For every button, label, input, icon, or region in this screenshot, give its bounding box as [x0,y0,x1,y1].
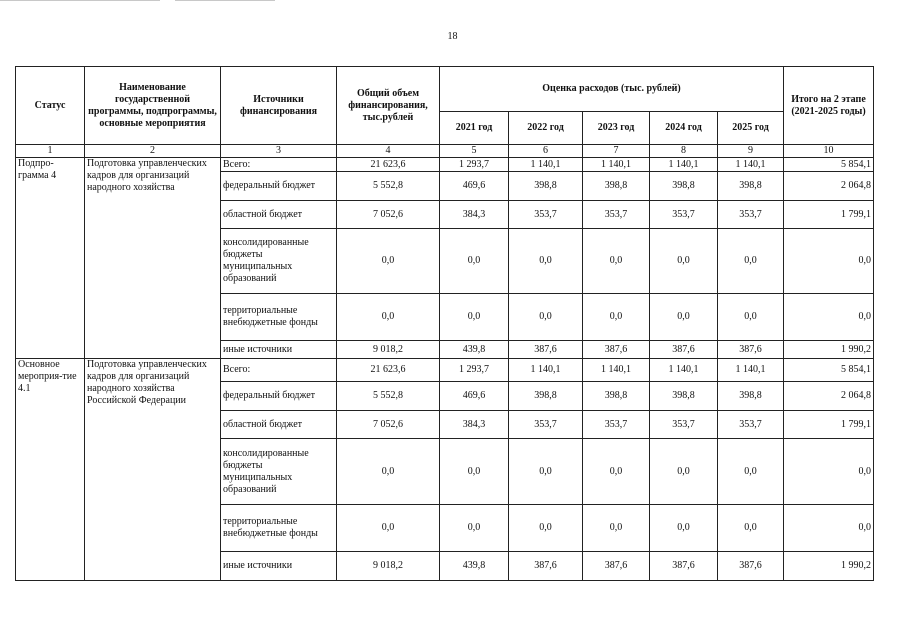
table-body [16,158,874,581]
total-cell: 0,0 [337,505,440,552]
year-value-cell: 353,7 [718,411,784,439]
year-value-cell: 387,6 [650,552,718,581]
year-value-cell: 0,0 [583,439,650,505]
source-cell: иные источники [221,341,337,359]
table-header [16,67,874,158]
stage-total-cell: 1 799,1 [784,201,874,229]
year-value-cell: 1 140,1 [583,158,650,172]
year-value-cell: 0,0 [718,439,784,505]
column-index: 8 [650,145,718,158]
year-value-cell: 398,8 [718,382,784,411]
year-value-cell: 0,0 [718,505,784,552]
year-value-cell: 353,7 [583,201,650,229]
year-value-cell: 1 140,1 [650,158,718,172]
year-value-cell: 353,7 [509,201,583,229]
header-year: 2022 год [509,112,583,145]
year-value-cell: 0,0 [509,294,583,341]
year-value-cell: 398,8 [650,172,718,201]
column-index: 7 [583,145,650,158]
source-cell: областной бюджет [221,411,337,439]
total-cell: 7 052,6 [337,201,440,229]
total-cell: 21 623,6 [337,359,440,382]
total-cell: 0,0 [337,229,440,294]
year-value-cell: 387,6 [509,552,583,581]
year-value-cell: 353,7 [718,201,784,229]
year-value-cell: 0,0 [650,229,718,294]
year-value-cell: 0,0 [440,229,509,294]
stage-total-cell: 0,0 [784,505,874,552]
year-value-cell: 387,6 [718,552,784,581]
budget-table [15,66,874,581]
column-index: 5 [440,145,509,158]
source-cell: областной бюджет [221,201,337,229]
scan-artifact-line [175,0,275,1]
header-estimate: Оценка расходов (тыс. рублей) [440,67,784,112]
year-value-cell: 387,6 [583,552,650,581]
year-value-cell: 384,3 [440,201,509,229]
scan-artifact-line [0,0,160,1]
year-value-cell: 398,8 [650,382,718,411]
year-value-cell: 0,0 [583,229,650,294]
column-index: 3 [221,145,337,158]
source-cell: федеральный бюджет [221,172,337,201]
year-value-cell: 0,0 [440,439,509,505]
stage-total-cell: 2 064,8 [784,382,874,411]
source-cell: консолидированные бюджеты муниципальных образований [221,229,337,294]
year-value-cell: 353,7 [650,201,718,229]
year-value-cell: 398,8 [583,382,650,411]
stage-total-cell: 0,0 [784,439,874,505]
header-name: Наименование государственной программы, подпрограммы, основные мероприятия [85,67,221,145]
column-index-row [16,145,874,158]
year-value-cell: 1 140,1 [509,158,583,172]
year-value-cell: 387,6 [718,341,784,359]
column-index: 10 [784,145,874,158]
year-value-cell: 0,0 [650,294,718,341]
table-row [16,158,874,172]
header-status: Статус [16,67,85,145]
year-value-cell: 0,0 [509,505,583,552]
year-value-cell: 1 140,1 [718,359,784,382]
year-value-cell: 398,8 [718,172,784,201]
year-value-cell: 398,8 [583,172,650,201]
total-cell: 9 018,2 [337,552,440,581]
year-value-cell: 387,6 [650,341,718,359]
stage-total-cell: 5 854,1 [784,359,874,382]
source-cell: иные источники [221,552,337,581]
year-value-cell: 1 140,1 [718,158,784,172]
total-cell: 5 552,8 [337,172,440,201]
total-cell: 5 552,8 [337,382,440,411]
year-value-cell: 1 293,7 [440,158,509,172]
header-year: 2025 год [718,112,784,145]
header-sources: Источники финансирования [221,67,337,145]
year-value-cell: 0,0 [718,294,784,341]
header-year: 2023 год [583,112,650,145]
total-cell: 0,0 [337,439,440,505]
year-value-cell: 1 140,1 [509,359,583,382]
table-row [16,359,874,382]
total-cell: 0,0 [337,294,440,341]
year-value-cell: 469,6 [440,172,509,201]
program-name-cell: Подготовка управленческих кадров для организаций народного хозяйства [85,158,221,359]
year-value-cell: 0,0 [650,439,718,505]
source-cell: территориальные внебюджетные фонды [221,505,337,552]
stage-total-cell: 0,0 [784,294,874,341]
year-value-cell: 1 140,1 [650,359,718,382]
year-value-cell: 0,0 [440,294,509,341]
source-cell: федеральный бюджет [221,382,337,411]
year-value-cell: 353,7 [509,411,583,439]
total-cell: 21 623,6 [337,158,440,172]
year-value-cell: 398,8 [509,382,583,411]
source-cell: территориальные внебюджетные фонды [221,294,337,341]
year-value-cell: 353,7 [583,411,650,439]
year-value-cell: 0,0 [509,439,583,505]
status-cell: Подпро-грамма 4 [16,158,85,359]
year-value-cell: 1 293,7 [440,359,509,382]
year-value-cell: 469,6 [440,382,509,411]
total-cell: 7 052,6 [337,411,440,439]
year-value-cell: 0,0 [509,229,583,294]
stage-total-cell: 1 990,2 [784,341,874,359]
year-value-cell: 0,0 [718,229,784,294]
total-cell: 9 018,2 [337,341,440,359]
year-value-cell: 439,8 [440,552,509,581]
year-value-cell: 353,7 [650,411,718,439]
source-cell: Всего: [221,158,337,172]
year-value-cell: 398,8 [509,172,583,201]
header-total: Общий объем финансирования, тыс.рублей [337,67,440,145]
stage-total-cell: 2 064,8 [784,172,874,201]
status-cell: Основное мероприя-тие 4.1 [16,359,85,581]
year-value-cell: 387,6 [509,341,583,359]
column-index: 4 [337,145,440,158]
header-year: 2024 год [650,112,718,145]
column-index: 6 [509,145,583,158]
source-cell: консолидированные бюджеты муниципальных образований [221,439,337,505]
stage-total-cell: 1 799,1 [784,411,874,439]
stage-total-cell: 5 854,1 [784,158,874,172]
stage-total-cell: 0,0 [784,229,874,294]
year-value-cell: 0,0 [583,505,650,552]
header-year: 2021 год [440,112,509,145]
year-value-cell: 439,8 [440,341,509,359]
page-number: 18 [447,31,458,42]
year-value-cell: 387,6 [583,341,650,359]
column-index: 2 [85,145,221,158]
year-value-cell: 1 140,1 [583,359,650,382]
year-value-cell: 384,3 [440,411,509,439]
stage-total-cell: 1 990,2 [784,552,874,581]
program-name-cell: Подготовка управленческих кадров для организаций народного хозяйства Российской Федерации [85,359,221,581]
year-value-cell: 0,0 [650,505,718,552]
year-value-cell: 0,0 [583,294,650,341]
column-index: 1 [16,145,85,158]
year-value-cell: 0,0 [440,505,509,552]
header-stage-total: Итого на 2 этапе (2021-2025 годы) [784,67,874,145]
column-index: 9 [718,145,784,158]
source-cell: Всего: [221,359,337,382]
